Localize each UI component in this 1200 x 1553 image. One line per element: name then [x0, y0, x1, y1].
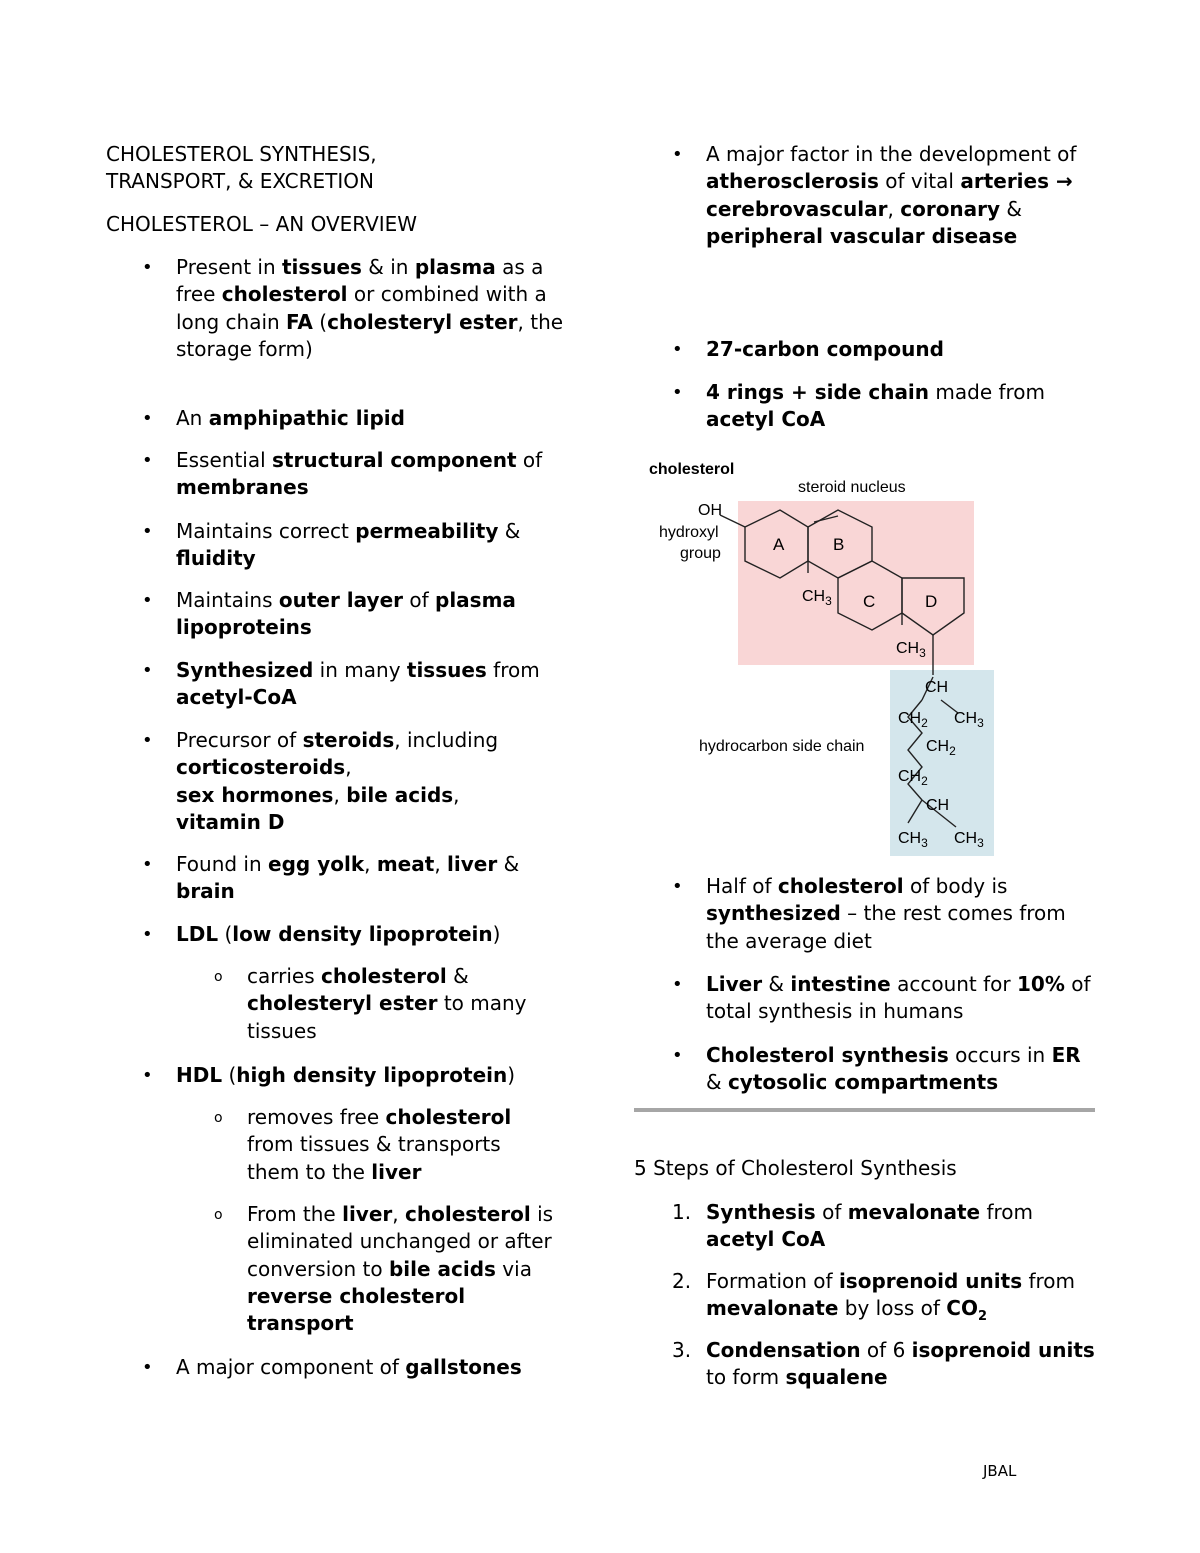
sub-list-item: o From the liver, cholesterol is eliminated unchanged or after conversion to bile acids via reverse cholesterol transport	[214, 1202, 554, 1336]
bullet-icon: •	[672, 876, 683, 897]
oh-label: OH	[698, 502, 722, 519]
bullet-icon: •	[672, 382, 683, 403]
bullet-icon: •	[142, 408, 153, 429]
list-item: • A major component of gallstones	[176, 1354, 576, 1381]
sub-list-item: o removes free cholesterol from tissues & transports them to the liver	[214, 1105, 512, 1184]
ring-d-label: D	[925, 592, 938, 611]
figure-title: cholesterol	[649, 461, 735, 478]
ring-a-label: A	[773, 535, 785, 554]
bullet-icon: •	[142, 1065, 153, 1086]
bullet-icon: •	[142, 590, 153, 611]
bullet-icon: •	[672, 974, 683, 995]
list-item: • Present in tissues & in plasma as a free cholesterol or combined with a long chain FA (cholesteryl ester, the storage form)	[142, 255, 564, 361]
numbered-step: 3. Condensation of 6 isoprenoid units to form squalene	[672, 1338, 1095, 1390]
hydroxyl-label: hydroxyl	[659, 524, 719, 541]
ring-b-label: B	[833, 535, 845, 554]
steroid-nucleus-label: steroid nucleus	[798, 479, 906, 496]
circle-bullet-icon: o	[214, 969, 223, 985]
bullet-icon: •	[142, 924, 153, 945]
bullet-icon: •	[672, 1045, 683, 1066]
document-title: CHOLESTEROL SYNTHESIS, TRANSPORT, & EXCRETION	[106, 142, 377, 193]
bullet-icon: •	[142, 257, 153, 278]
list-item: • HDL (high density lipoprotein)	[176, 1062, 566, 1089]
circle-bullet-icon: o	[214, 1110, 223, 1126]
footer-initials: JBAL	[983, 1462, 1017, 1480]
circle-bullet-icon: o	[214, 1207, 223, 1223]
ch2-label: $CH_2$	[926, 738, 956, 758]
bullet-icon: •	[142, 1357, 153, 1378]
section-heading-steps: 5 Steps of Cholesterol Synthesis	[634, 1156, 957, 1180]
bullet-icon: •	[142, 521, 153, 542]
numbered-step: 1. Synthesis of mevalonate from acetyl CoA	[672, 1200, 1034, 1252]
bullet-icon: •	[142, 854, 153, 875]
list-item: • Precursor of steroids, including corticosteroids, sex hormones, bile acids, vitamin D	[142, 728, 499, 834]
bullet-icon: •	[142, 730, 153, 751]
list-item: • Half of cholesterol of body is synthesized – the rest comes from the average diet	[672, 874, 1066, 953]
bullet-icon: •	[142, 450, 153, 471]
list-item: • Maintains outer layer of plasma lipoproteins	[142, 588, 516, 640]
ch3-label: $CH_3$	[954, 830, 984, 850]
horizontal-rule	[634, 1108, 1095, 1112]
cholesterol-structure-diagram	[646, 455, 1006, 865]
ch3-label: $CH_3$	[802, 588, 832, 608]
numbered-step: 2. Formation of isoprenoid units from mevalonate by loss of $CO_2$	[672, 1269, 1076, 1325]
steroid-nucleus-region	[738, 501, 974, 665]
list-item: • Found in egg yolk, meat, liver & brain	[142, 852, 520, 904]
side-chain-label: hydrocarbon side chain	[699, 738, 865, 755]
ch-label: CH	[926, 797, 950, 814]
ch2-label: $CH_2$	[898, 710, 928, 730]
list-item: • Liver & intestine account for 10% of total synthesis in humans	[672, 972, 1091, 1024]
list-item: • Maintains correct permeability & fluidity	[142, 519, 521, 571]
sub-list-item: o carries cholesterol & cholesteryl ester to many tissues	[214, 964, 527, 1043]
list-item: • 27-carbon compound	[706, 336, 1096, 363]
list-item: • Synthesized in many tissues from acetyl-CoA	[142, 658, 540, 710]
list-item: • 4 rings + side chain made from acetyl CoA	[672, 380, 1046, 432]
list-item: • An amphipathic lipid	[176, 405, 566, 432]
group-label: group	[680, 545, 721, 562]
ch3-label: $CH_3$	[896, 640, 926, 660]
list-item: • A major factor in the development of atherosclerosis of vital arteries → cerebrovascular, coronary & peripheral vascular disease	[672, 142, 1077, 248]
section-heading-overview: CHOLESTEROL – AN OVERVIEW	[106, 212, 418, 236]
ch3-label: $CH_3$	[898, 830, 928, 850]
list-item: • Cholesterol synthesis occurs in ER & cytosolic compartments	[672, 1043, 1081, 1095]
ch2-label: $CH_2$	[898, 768, 928, 788]
ring-c-label: C	[863, 592, 876, 611]
bullet-icon: •	[672, 144, 683, 165]
list-item: • Essential structural component of membranes	[142, 448, 543, 500]
ch-label: CH	[925, 679, 949, 696]
bullet-icon: •	[672, 339, 683, 360]
side-chain-region	[890, 670, 994, 856]
list-item: • LDL (low density lipoprotein)	[176, 921, 566, 948]
bullet-icon: •	[142, 660, 153, 681]
ch3-label: $CH_3$	[954, 710, 984, 730]
